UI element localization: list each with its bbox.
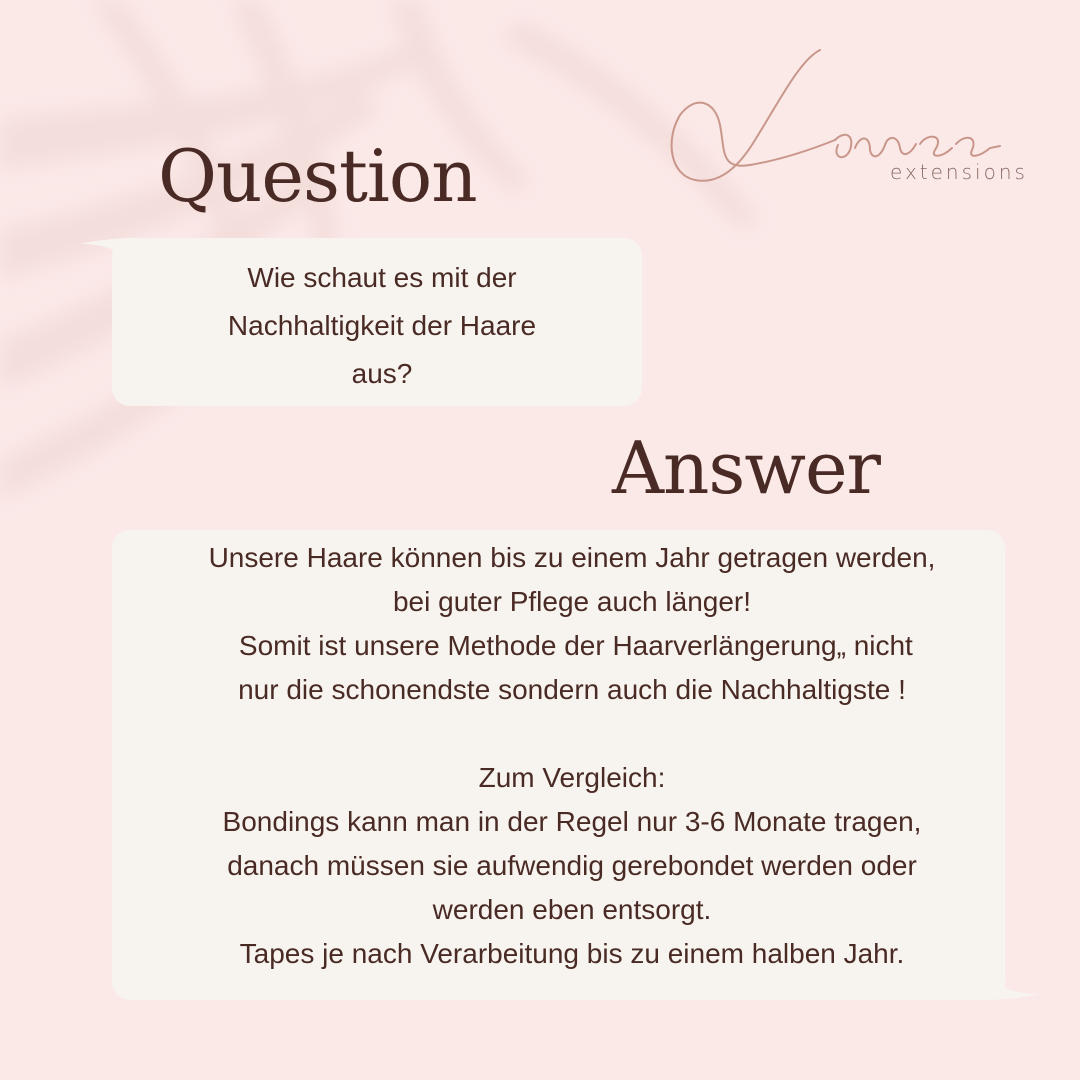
question-line: aus? [351,358,413,389]
answer-line: bei guter Pflege auch länger! [392,586,752,617]
brand-logo [660,40,1040,190]
question-bubble [112,238,642,406]
answer-line: Unsere Haare können bis zu einem Jahr getragen werden, [208,542,936,573]
bubble-tail-icon [78,238,138,278]
question-text [152,254,612,398]
answer-text [112,536,1032,976]
answer-line: danach müssen sie aufwendig gerebondet werden oder [227,850,917,881]
question-heading: Question [158,134,477,218]
answer-line: Zum Vergleich: [478,762,666,793]
logo-subtitle: extensions [890,160,1028,184]
question-line: Nachhaltigkeit der Haare [227,310,537,341]
question-line: Wie schaut es mit der [247,262,517,293]
answer-heading: Answer [612,426,880,510]
answer-bubble [112,530,1005,1000]
answer-line: Tapes je nach Verarbeitung bis zu einem halben Jahr. [239,938,905,969]
answer-line: Bondings kann man in der Regel nur 3-6 Monate tragen, [222,806,922,837]
answer-line: werden eben entsorgt. [432,894,712,925]
answer-line [112,712,1032,756]
answer-line: nur die schonendste sondern auch die Nachhaltigste ! [238,674,906,705]
answer-line: Somit ist unsere Methode der Haarverlängerung„ nicht [231,630,913,661]
